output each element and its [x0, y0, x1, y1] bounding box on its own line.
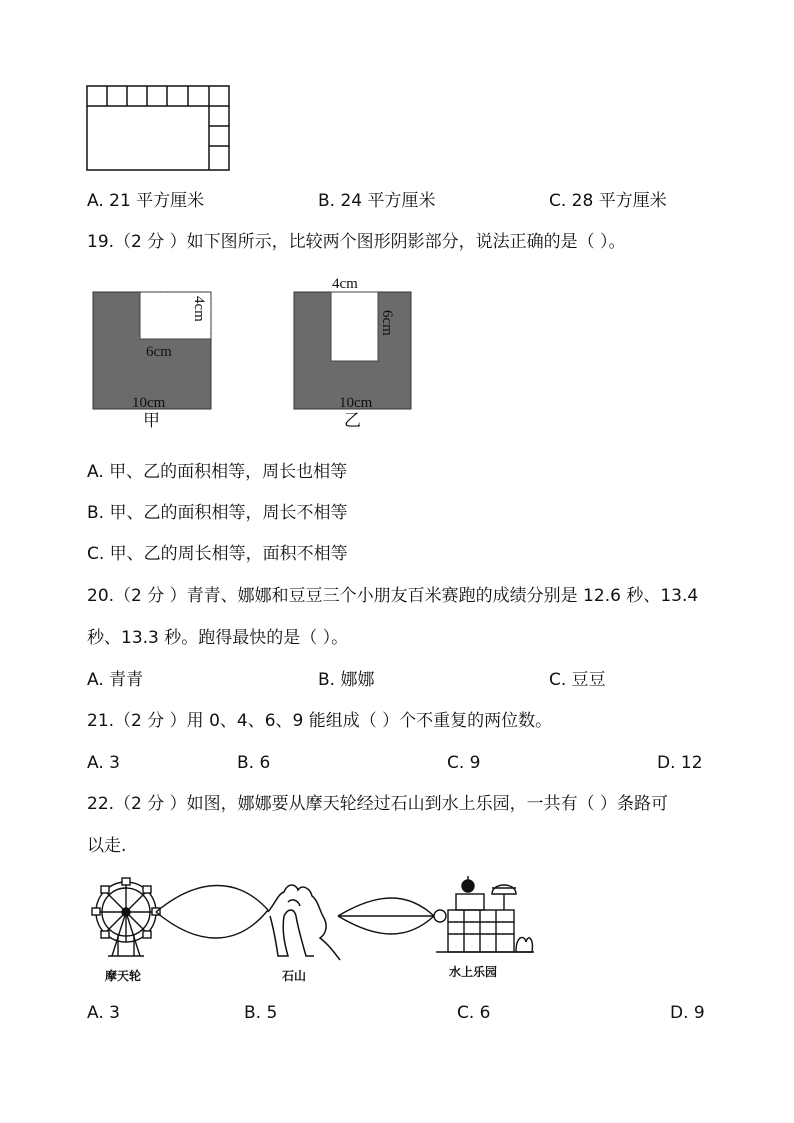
water-park-icon — [434, 876, 534, 952]
q19-stem: 19.（2 分 ）如下图所示，比较两个图形阴影部分，说法正确的是（ ）。 — [87, 232, 626, 252]
q18-option-a[interactable]: A. 21 平方厘米 — [87, 191, 205, 211]
q18-figure — [84, 84, 234, 172]
place-water-park: 水上乐园 — [449, 965, 498, 979]
ferris-wheel-icon — [92, 878, 160, 956]
q20-stem-line1: 20.（2 分 ）青青、娜娜和豆豆三个小朋友百米赛跑的成绩分别是 12.6 秒、13.4 — [87, 586, 699, 606]
q19-option-b[interactable]: B. 甲、乙的面积相等，周长不相等 — [87, 503, 348, 523]
jia-caption: 甲 — [143, 411, 160, 431]
q20-option-c[interactable]: C. 豆豆 — [549, 670, 606, 690]
q22-stem-line2: 以走. — [87, 836, 127, 856]
q22-option-b[interactable]: B. 5 — [244, 1003, 278, 1023]
q20-option-b[interactable]: B. 娜娜 — [318, 670, 375, 690]
jia-dim-6cm: 6cm — [146, 344, 172, 360]
q18-option-b[interactable]: B. 24 平方厘米 — [318, 191, 436, 211]
yi-caption: 乙 — [344, 411, 361, 431]
q22-route-figure — [88, 872, 548, 987]
q20-stem-line2: 秒、13.3 秒。跑得最快的是（ ）。 — [87, 628, 349, 648]
q21-option-c[interactable]: C. 9 — [447, 753, 481, 773]
q19-option-a[interactable]: A. 甲、乙的面积相等，周长也相等 — [87, 462, 348, 482]
q20-option-a[interactable]: A. 青青 — [87, 670, 144, 690]
q21-option-d[interactable]: D. 12 — [657, 753, 703, 773]
yi-dim-10cm: 10cm — [339, 395, 373, 411]
q18-option-c[interactable]: C. 28 平方厘米 — [549, 191, 667, 211]
q22-option-a[interactable]: A. 3 — [87, 1003, 120, 1023]
q21-stem: 21.（2 分 ）用 0、4、6、9 能组成（ ）个不重复的两位数。 — [87, 711, 553, 731]
q22-option-c[interactable]: C. 6 — [457, 1003, 491, 1023]
q19-option-c[interactable]: C. 甲、乙的周长相等，面积不相等 — [87, 544, 348, 564]
q21-option-a[interactable]: A. 3 — [87, 753, 120, 773]
q22-stem-line1: 22.（2 分 ）如图，娜娜要从摩天轮经过石山到水上乐园，一共有（ ）条路可 — [87, 794, 669, 814]
yi-dim-4cm: 4cm — [332, 276, 358, 292]
jia-dim-4cm: 4cm — [191, 296, 207, 322]
place-rock-mountain: 石山 — [282, 969, 307, 983]
jia-dim-10cm: 10cm — [132, 395, 166, 411]
q22-option-d[interactable]: D. 9 — [670, 1003, 705, 1023]
figure-yi — [294, 276, 411, 431]
q19-figures — [88, 272, 418, 432]
roads-part2 — [338, 898, 434, 934]
rock-mountain-icon — [268, 885, 340, 960]
place-ferris-wheel: 摩天轮 — [105, 969, 142, 983]
figure-jia — [93, 292, 211, 431]
yi-dim-6cm: 6cm — [379, 310, 395, 336]
q21-option-b[interactable]: B. 6 — [237, 753, 271, 773]
roads-part1 — [156, 885, 268, 938]
